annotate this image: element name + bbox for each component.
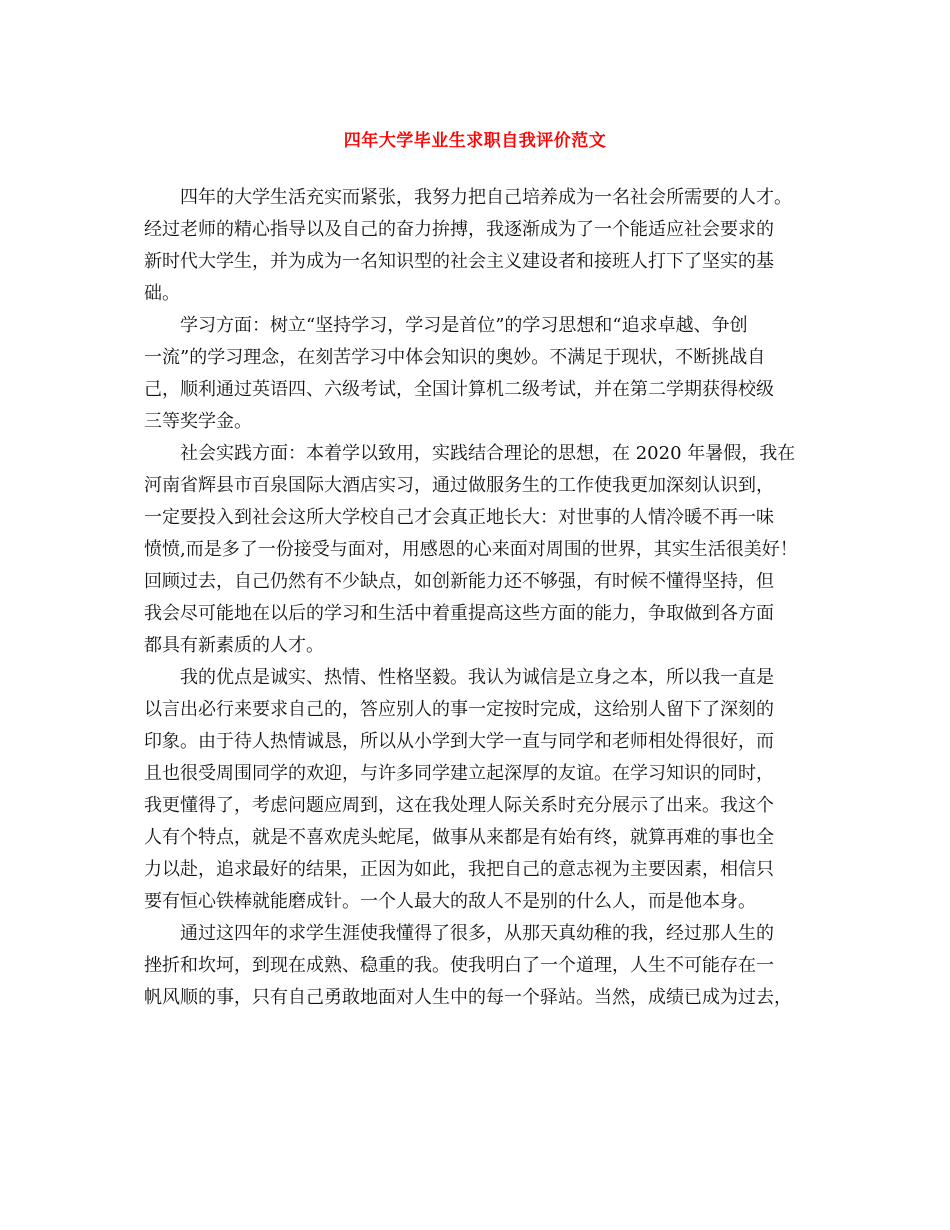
text-line: 且也很受周围同学的欢迎，与许多同学建立起深厚的友谊。在学习知识的同时， <box>144 763 774 784</box>
text-line: 我更懂得了，考虑问题应周到，这在我处理人际关系时充分展示了出来。我这个 <box>144 795 774 816</box>
text-line: 学习方面：树立“坚持学习，学习是首位”的学习思想和“追求卓越、争创 <box>180 315 748 336</box>
text-line: 我的优点是诚实、热情、性格坚毅。我认为诚信是立身之本，所以我一直是 <box>180 667 774 688</box>
text-line: 己，顺利通过英语四、六级考试，全国计算机二级考试，并在第二学期获得校级 <box>144 379 774 400</box>
text-line: 一流”的学习理念，在刻苦学习中体会知识的奥妙。不满足于现状，不断挑战自 <box>144 347 766 368</box>
text-line: 四年的大学生活充实而紧张，我努力把自己培养成为一名社会所需要的人才。 <box>180 187 792 208</box>
text-line: 都具有新素质的人才。 <box>144 635 324 656</box>
text-line: 帆风顺的事，只有自己勇敢地面对人生中的每一个驿站。当然，成绩已成为过去， <box>144 987 792 1008</box>
text-line: 通过这四年的求学生涯使我懂得了很多，从那天真幼稚的我，经过那人生的 <box>180 923 774 944</box>
text-line: 经过老师的精心指导以及自己的奋力拚搏，我逐渐成为了一个能适应社会要求的 <box>144 219 774 240</box>
text-line: 力以赴，追求最好的结果，正因为如此，我把自己的意志视为主要因素，相信只 <box>144 859 774 880</box>
text-line: 三等奖学金。 <box>144 411 252 432</box>
text-line: 河南省辉县市百泉国际大酒店实习，通过做服务生的工作使我更加深刻认识到， <box>144 475 774 496</box>
text-line: 要有恒心铁棒就能磨成针。一个人最大的敌人不是别的什么人，而是他本身。 <box>144 891 756 912</box>
text-line: 以言出必行来要求自己的，答应别人的事一定按时完成，这给别人留下了深刻的 <box>144 699 774 720</box>
text-line: 一定要投入到社会这所大学校自己才会真正地长大：对世事的人情冷暖不再一味 <box>144 507 774 528</box>
text-line: 新时代大学生，并为成为一名知识型的社会主义建设者和接班人打下了坚实的基 <box>144 251 774 272</box>
text-line: 社会实践方面：本着学以致用，实践结合理论的思想，在 2020 年暑假，我在 <box>180 443 796 464</box>
text-line: 回顾过去，自己仍然有不少缺点，如创新能力还不够强，有时候不懂得坚持，但 <box>144 571 774 592</box>
text-line: 我会尽可能地在以后的学习和生活中着重提高这些方面的能力，争取做到各方面 <box>144 603 774 624</box>
text-line: 挫折和坎坷，到现在成熟、稳重的我。使我明白了一个道理，人生不可能存在一 <box>144 955 774 976</box>
text-line: 愤愤,而是多了一份接受与面对，用感恩的心来面对周围的世界，其实生活很美好！ <box>144 539 798 560</box>
text-line: 人有个特点，就是不喜欢虎头蛇尾，做事从来都是有始有终，就算再难的事也全 <box>144 827 774 848</box>
document-body <box>144 182 810 1014</box>
text-line: 印象。由于待人热情诚恳，所以从小学到大学一直与同学和老师相处得很好，而 <box>144 731 774 752</box>
document-title: 四年大学毕业生求职自我评价范文 <box>343 131 607 151</box>
text-line: 础。 <box>144 283 180 304</box>
